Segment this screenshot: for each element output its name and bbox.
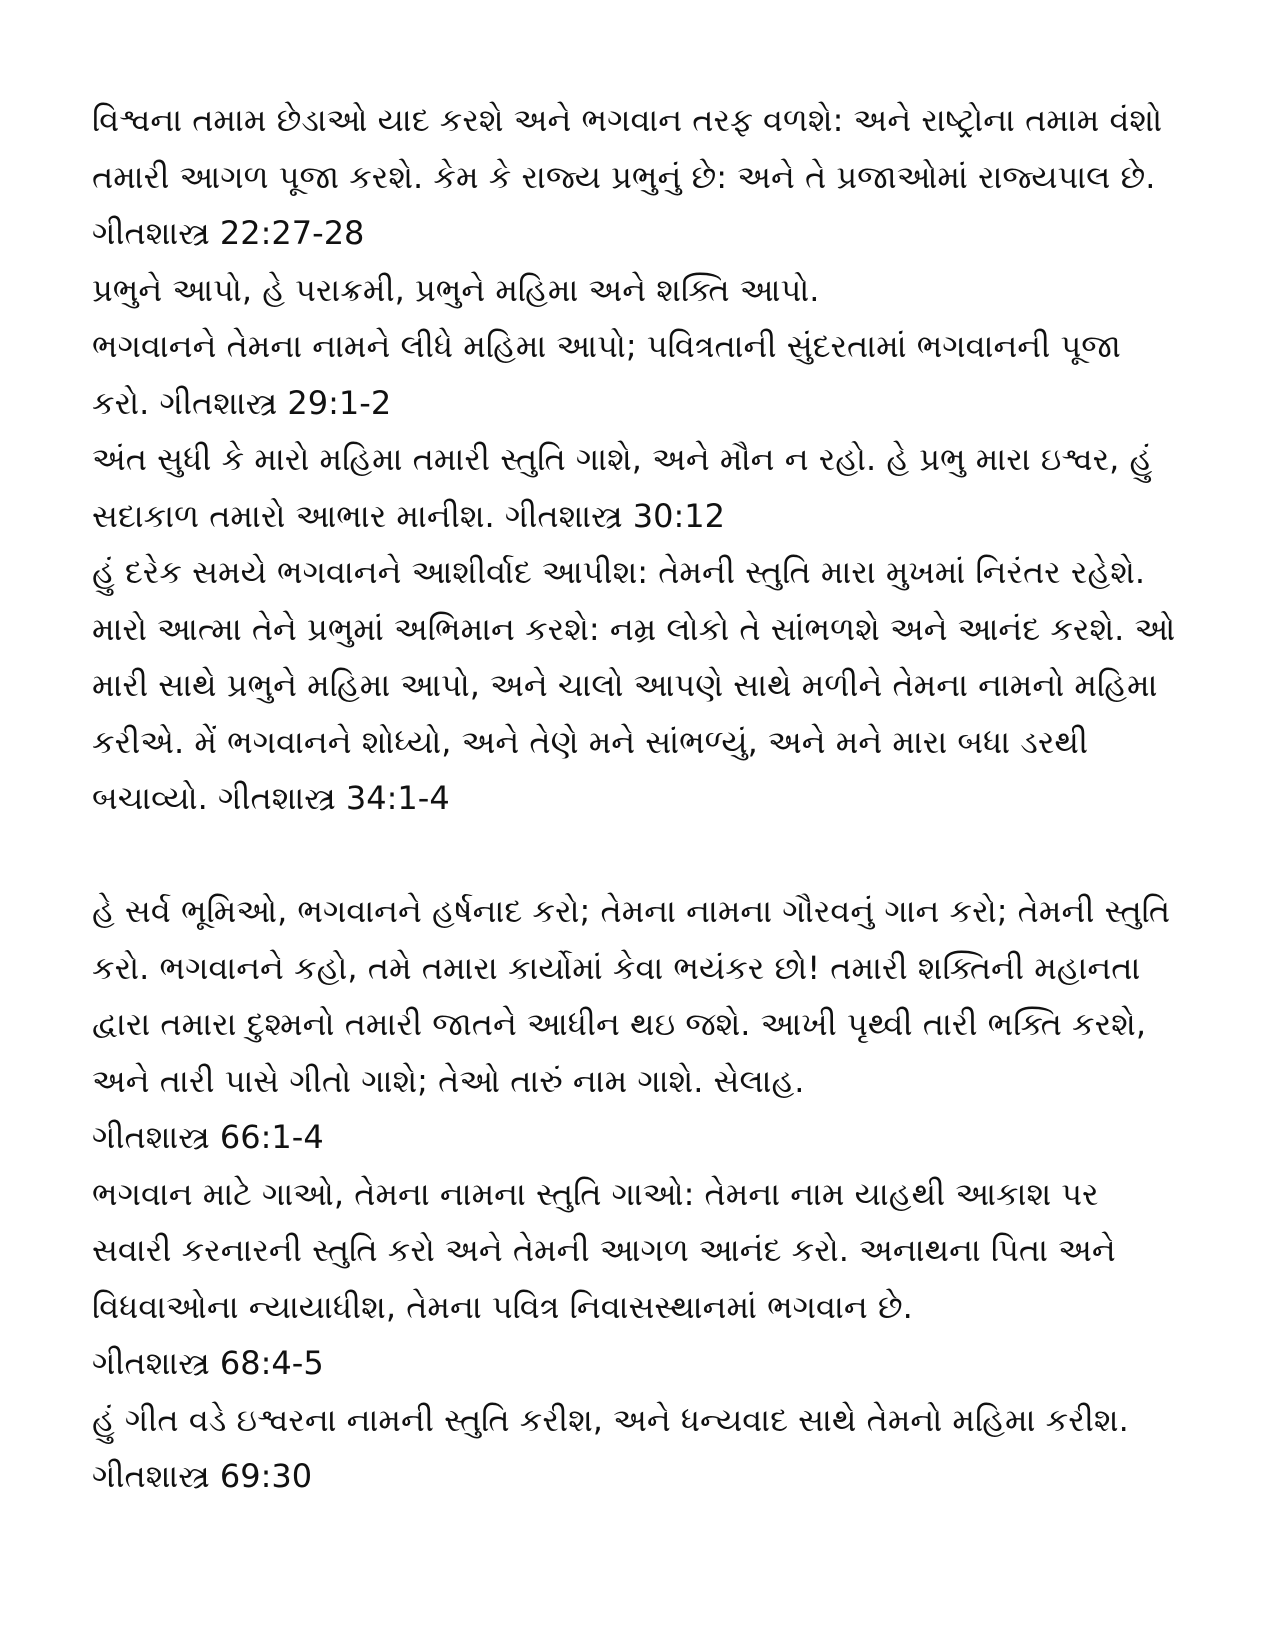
paragraph-gap — [92, 827, 1182, 884]
paragraph-psalm-69: હું ગીત વડે ઇશ્વરના નામની સ્તુતિ કરીશ, અને ધન્યવાદ સાથે તેમનો મહિમા કરીશ. ગીતશાસ્ત્ર 69:30 — [92, 1400, 1129, 1495]
paragraph-psalm-66: હે સર્વ ભૂમિઓ, ભગવાનને હર્ષનાદ કરો; તેમના નામના ગૌરવનું ગાન કરો; તેમની સ્તુતિ કરો. ભગવાનને કહો, તમે તમારા કાર્યોમાં કેવા ભયંકર છો! તમારી શક્તિની મહાનતા દ્વારા તમારા દુશ્મનો તમારી જાતને આધીન થઇ જશે. આખી પૃથ્વી તારી ભક્તિ કરશે, અને તારી પાસે ગીતો ગાશે; તેઓ તારું નામ ગાશે. સેલાહ. — [92, 892, 1171, 1100]
paragraph-psalm-22: વિશ્વના તમામ છેડાઓ યાદ કરશે અને ભગવાન તરફ વળશે: અને રાષ્ટ્રોના તમામ વંશો તમારી આગળ પૂજા કરશે. કેમ કે રાજ્ય પ્રભુનું છે: અને તે પ્રજાઓમાં રાજ્યપાલ છે. ગીતશાસ્ત્ર 22:27-28 — [92, 101, 1163, 252]
paragraph-psalm-29-line1: પ્રભુને આપો, હે પરાક્રમી, પ્રભુને મહિમા અને શક્તિ આપો. — [92, 270, 820, 309]
paragraph-psalm-34: હું દરેક સમયે ભગવાનને આશીર્વાદ આપીશ: તેમની સ્તુતિ મારા મુખમાં નિરંતર રહેશે. મારો આત્મા તેને પ્રભુમાં અભિમાન કરશે: નમ્ર લોકો તે સાંભળશે અને આનંદ કરશે. ઓ મારી સાથે પ્રભુને મહિમા આપો, અને ચાલો આપણે સાથે મળીને તેમના નામનો મહિમા કરીએ. મેં ભગવાનને શોધ્યો, અને તેણે મને સાંભળ્યું, અને મને મારા બધા ડરથી બચાવ્યો. ગીતશાસ્ત્ર 34:1-4 — [92, 553, 1176, 817]
paragraph-psalm-29-line2: ભગવાનને તેમના નામને લીધે મહિમા આપો; પવિત્રતાની સુંદરતામાં ભગવાનની પૂજા કરો. ગીતશાસ્ત્ર 29:1-2 — [92, 327, 1121, 422]
reference-psalm-68: ગીતશાસ્ત્ર 68:4-5 — [92, 1344, 324, 1382]
reference-psalm-66: ગીતશાસ્ત્ર 66:1-4 — [92, 1118, 324, 1156]
paragraph-psalm-68: ભગવાન માટે ગાઓ, તેમના નામના સ્તુતિ ગાઓ: તેમના નામ યાહથી આકાશ પર સવારી કરનારની સ્તુતિ કરો અને તેમની આગળ આનંદ કરો. અનાથના પિતા અને વિધવાઓના ન્યાયાધીશ, તેમના પવિત્ર નિવાસસ્થાનમાં ભગવાન છે. — [92, 1174, 1116, 1326]
scripture-text-block — [92, 92, 1182, 1505]
paragraph-psalm-30: અંત સુધી કે મારો મહિમા તમારી સ્તુતિ ગાશે, અને મૌન ન રહો. હે પ્રભુ મારા ઇશ્વર, હું સદાકાળ તમારો આભાર માનીશ. ગીતશાસ્ત્ર 30:12 — [92, 440, 1153, 535]
